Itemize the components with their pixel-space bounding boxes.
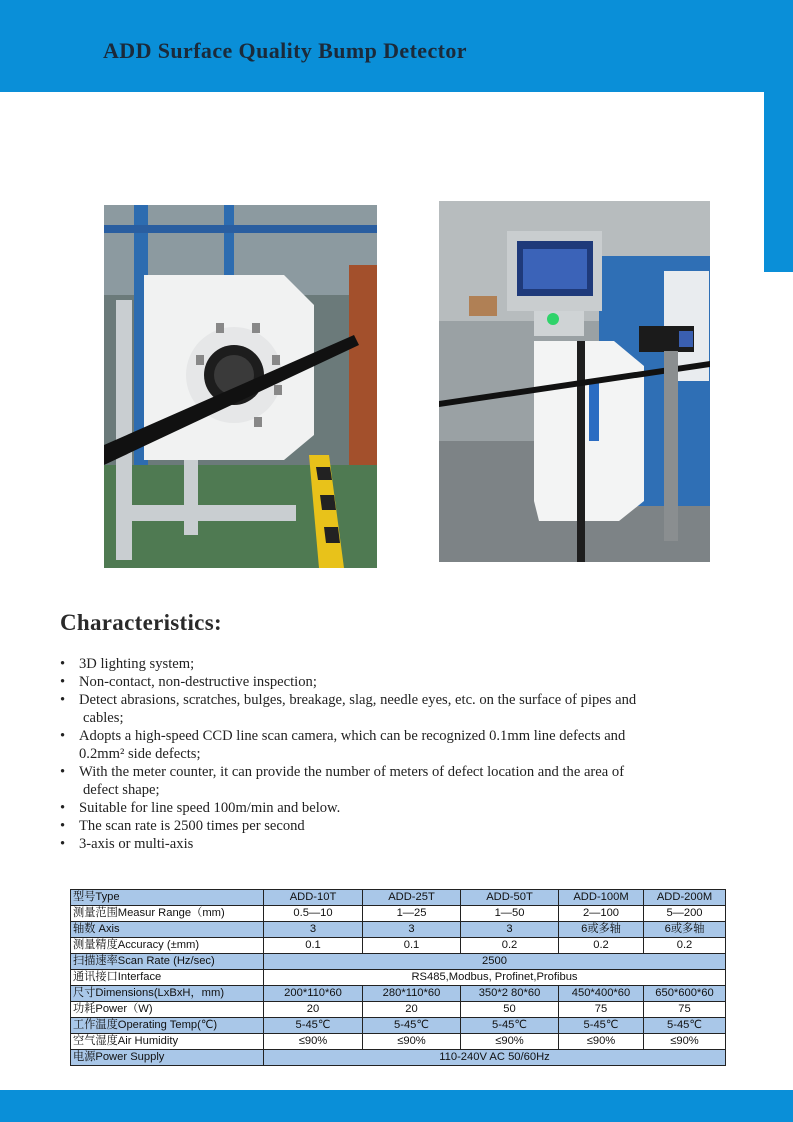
table-cell: 110-240V AC 50/60Hz [264,1050,726,1066]
table-cell: 5-45℃ [461,1018,559,1034]
characteristics-heading: Characteristics: [60,610,222,635]
table-cell: 0.2 [461,938,559,954]
table-row [71,906,726,922]
table-cell: 20 [363,1002,461,1018]
table-cell: 1—50 [461,906,559,922]
table-cell: ≤90% [461,1034,559,1050]
table-cell: 6或多轴 [559,922,644,938]
list-item: • Suitable for line speed 100m/min and below. [60,799,760,817]
table-cell: 扫描速率Scan Rate (Hz/sec) [71,954,264,970]
footer-band [0,1090,793,1122]
page-title: ADD Surface Quality Bump Detector [103,38,467,63]
list-item [60,691,760,727]
table-row [71,1018,726,1034]
table-header-row [71,890,726,906]
table-cell: 0.1 [363,938,461,954]
table-row [71,1002,726,1018]
list-item: • 3D lighting system; [60,655,760,673]
table-header-cell: 型号Type [71,890,264,906]
side-tab-decoration [764,92,793,272]
table-cell: 5-45℃ [559,1018,644,1034]
table-cell: 3 [461,922,559,938]
table-cell: 1—25 [363,906,461,922]
table-row [71,922,726,938]
list-item-text: With the meter counter, it can provide the number of meters of defect location and the area of [79,764,625,780]
table-cell: 2500 [264,954,726,970]
table-cell: 350*2 80*60 [461,986,559,1002]
table-cell: 空气湿度Air Humidity [71,1034,264,1050]
table-cell: 20 [264,1002,363,1018]
table-cell: RS485,Modbus, Profinet,Profibus [264,970,726,986]
table-cell: 电源Power Supply [71,1050,264,1066]
table-cell: 0.2 [644,938,726,954]
table-cell: 50 [461,1002,559,1018]
list-item-text: Detect abrasions, scratches, bulges, breakage, slag, needle eyes, etc. on the surface of pipes and [79,692,637,708]
table-cell: 5-45℃ [363,1018,461,1034]
table-cell: 3 [264,922,363,938]
product-photo-right [439,201,710,562]
table-cell: 75 [644,1002,726,1018]
table-cell: 2—100 [559,906,644,922]
table-cell: ≤90% [559,1034,644,1050]
list-item-continuation: defect shape; [83,782,160,798]
table-cell: 200*110*60 [264,986,363,1002]
list-item-text: Adopts a high-speed CCD line scan camera, which can be recognized 0.1mm line defects and [79,728,626,744]
list-item [60,727,760,763]
product-photo-left [104,205,377,568]
table-cell: 通讯接口Interface [71,970,264,986]
table-row [71,938,726,954]
table-row [71,1050,726,1066]
table-cell: ≤90% [264,1034,363,1050]
table-header-cell: ADD-200M [644,890,726,906]
characteristics-list [60,655,760,853]
list-item [60,763,760,799]
table-row [71,970,726,986]
table-cell: ≤90% [644,1034,726,1050]
table-cell: 5—200 [644,906,726,922]
table-cell: 测量精度Accuracy (±mm) [71,938,264,954]
table-cell: 75 [559,1002,644,1018]
table-header-cell: ADD-50T [461,890,559,906]
table-cell: 450*400*60 [559,986,644,1002]
table-cell: 5-45℃ [644,1018,726,1034]
table-header-cell: ADD-10T [264,890,363,906]
table-cell: 测量范围Measur Range（mm) [71,906,264,922]
list-item: • Non-contact, non-destructive inspection; [60,673,760,691]
table-cell: 轴数 Axis [71,922,264,938]
table-cell: 尺寸Dimensions(LxBxH，mm) [71,986,264,1002]
spec-table [70,889,726,1066]
table-row [71,1034,726,1050]
table-row [71,954,726,970]
table-cell: 功耗Power（W) [71,1002,264,1018]
table-cell: 280*110*60 [363,986,461,1002]
table-cell: 0.5—10 [264,906,363,922]
table-cell: 5-45℃ [264,1018,363,1034]
table-cell: 0.2 [559,938,644,954]
list-item-continuation: 0.2mm² side defects; [79,746,201,762]
list-item: • 3-axis or multi-axis [60,835,760,853]
list-item-continuation: cables; [83,710,124,726]
table-header-cell: ADD-100M [559,890,644,906]
table-cell: 工作温度Operating Temp(℃) [71,1018,264,1034]
table-cell: 3 [363,922,461,938]
table-row [71,986,726,1002]
table-cell: ≤90% [363,1034,461,1050]
table-header-cell: ADD-25T [363,890,461,906]
table-cell: 0.1 [264,938,363,954]
table-cell: 650*600*60 [644,986,726,1002]
table-cell: 6或多轴 [644,922,726,938]
list-item: • The scan rate is 2500 times per second [60,817,760,835]
